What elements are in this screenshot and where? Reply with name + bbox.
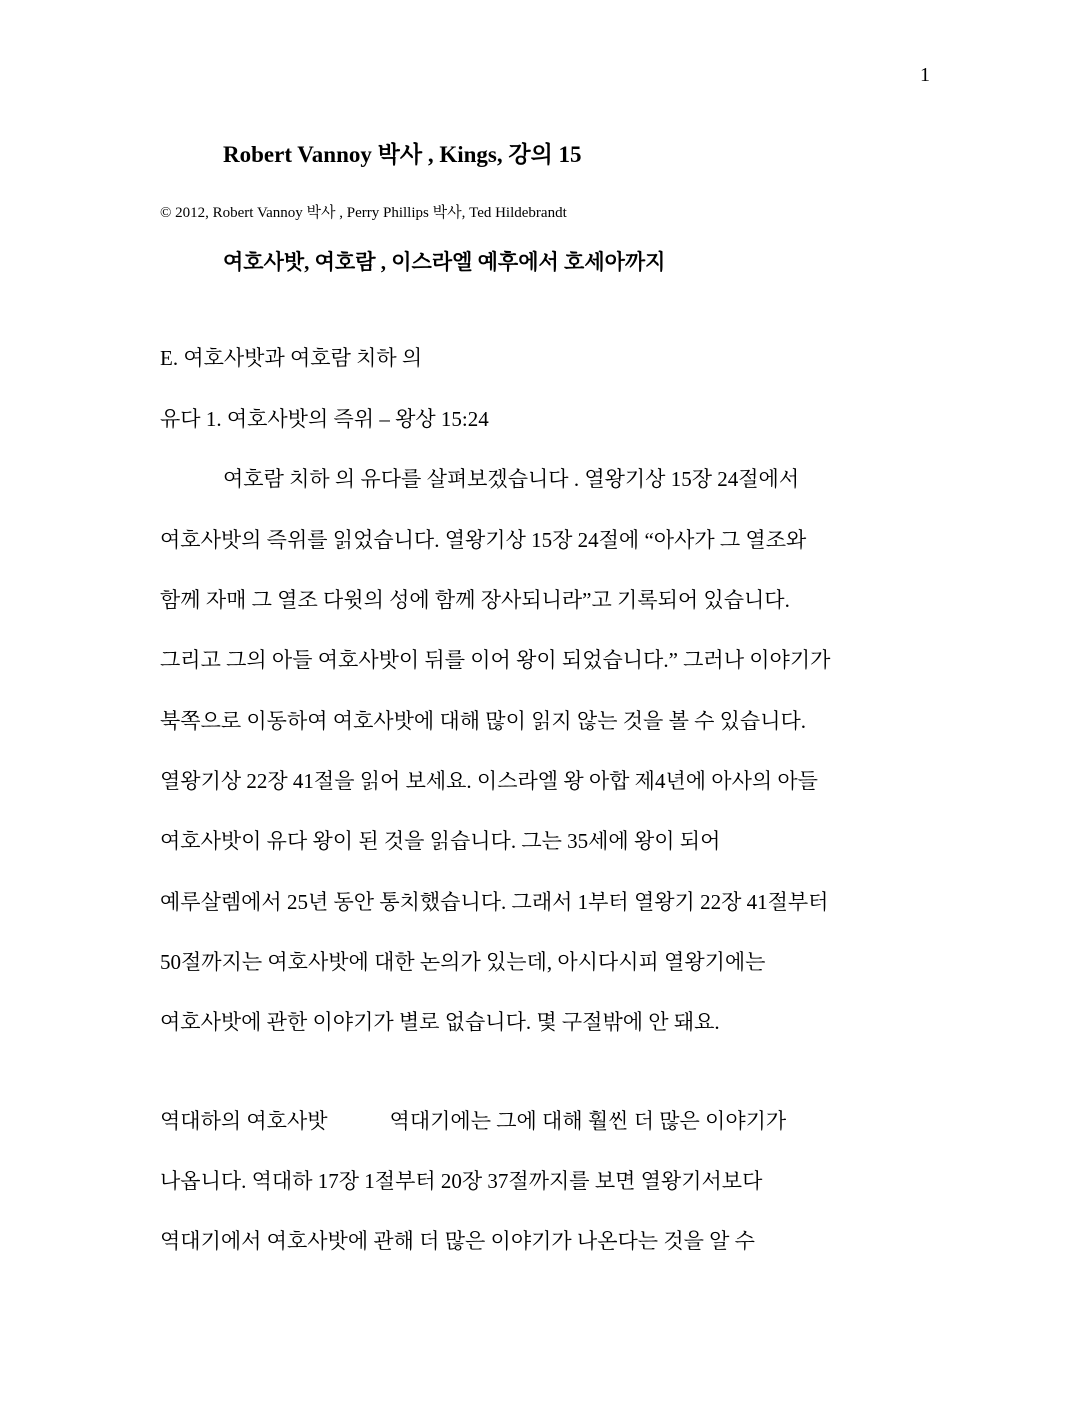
- paragraph-line: 여호람 치하 의 유다를 살펴보겠습니다 . 열왕기상 15장 24절에서: [223, 467, 800, 491]
- paragraph-line: 여호사밧에 관한 이야기가 별로 없습니다. 몇 구절밖에 안 돼요.: [160, 1010, 720, 1034]
- lecture-subtitle: 여호사밧, 여호람 , 이스라엘 예후에서 호세아까지: [223, 250, 666, 274]
- paragraph-line: [160, 1111, 786, 1132]
- paragraph-line: 예루살렘에서 25년 동안 통치했습니다. 그래서 1부터 열왕기 22장 41절부터: [160, 890, 829, 914]
- document-title: Robert Vannoy 박사 , Kings, 강의 15: [223, 142, 582, 167]
- paragraph-line: 함께 자매 그 열조 다윗의 성에 함께 장사되니라”고 기록되어 있습니다.: [160, 588, 790, 612]
- paragraph-line: 여호사밧이 유다 왕이 된 것을 읽습니다. 그는 35세에 왕이 되어: [160, 829, 721, 853]
- inline-heading: 역대하의 여호사밧: [160, 1109, 328, 1133]
- paragraph-line: 역대기에서 여호사밧에 관해 더 많은 이야기가 나온다는 것을 알 수: [160, 1229, 755, 1253]
- section-heading: E. 여호사밧과 여호람 치하 의: [160, 346, 423, 370]
- paragraph-text: 역대기에는 그에 대해 훨씬 더 많은 이야기가: [389, 1109, 787, 1133]
- paragraph-line: 50절까지는 여호사밧에 대한 논의가 있는데, 아시다시피 열왕기에는: [160, 950, 766, 974]
- page-number: 1: [920, 64, 930, 86]
- paragraph-line: 그리고 그의 아들 여호사밧이 뒤를 이어 왕이 되었습니다.” 그러나 이야기가: [160, 648, 831, 672]
- copyright-line: © 2012, Robert Vannoy 박사 , Perry Phillips 박사, Ted Hildebrandt: [160, 205, 567, 221]
- paragraph-line: 북쪽으로 이동하여 여호사밧에 대해 많이 읽지 않는 것을 볼 수 있습니다.: [160, 709, 807, 733]
- subsection-heading: 유다 1. 여호사밧의 즉위 – 왕상 15:24: [160, 407, 489, 431]
- paragraph-line: 나옵니다. 역대하 17장 1절부터 20장 37절까지를 보면 열왕기서보다: [160, 1169, 763, 1193]
- paragraph-line: 여호사밧의 즉위를 읽었습니다. 열왕기상 15장 24절에 “아사가 그 열조와: [160, 528, 807, 552]
- paragraph-line: 열왕기상 22장 41절을 읽어 보세요. 이스라엘 왕 아합 제4년에 아사의 아들: [160, 769, 818, 793]
